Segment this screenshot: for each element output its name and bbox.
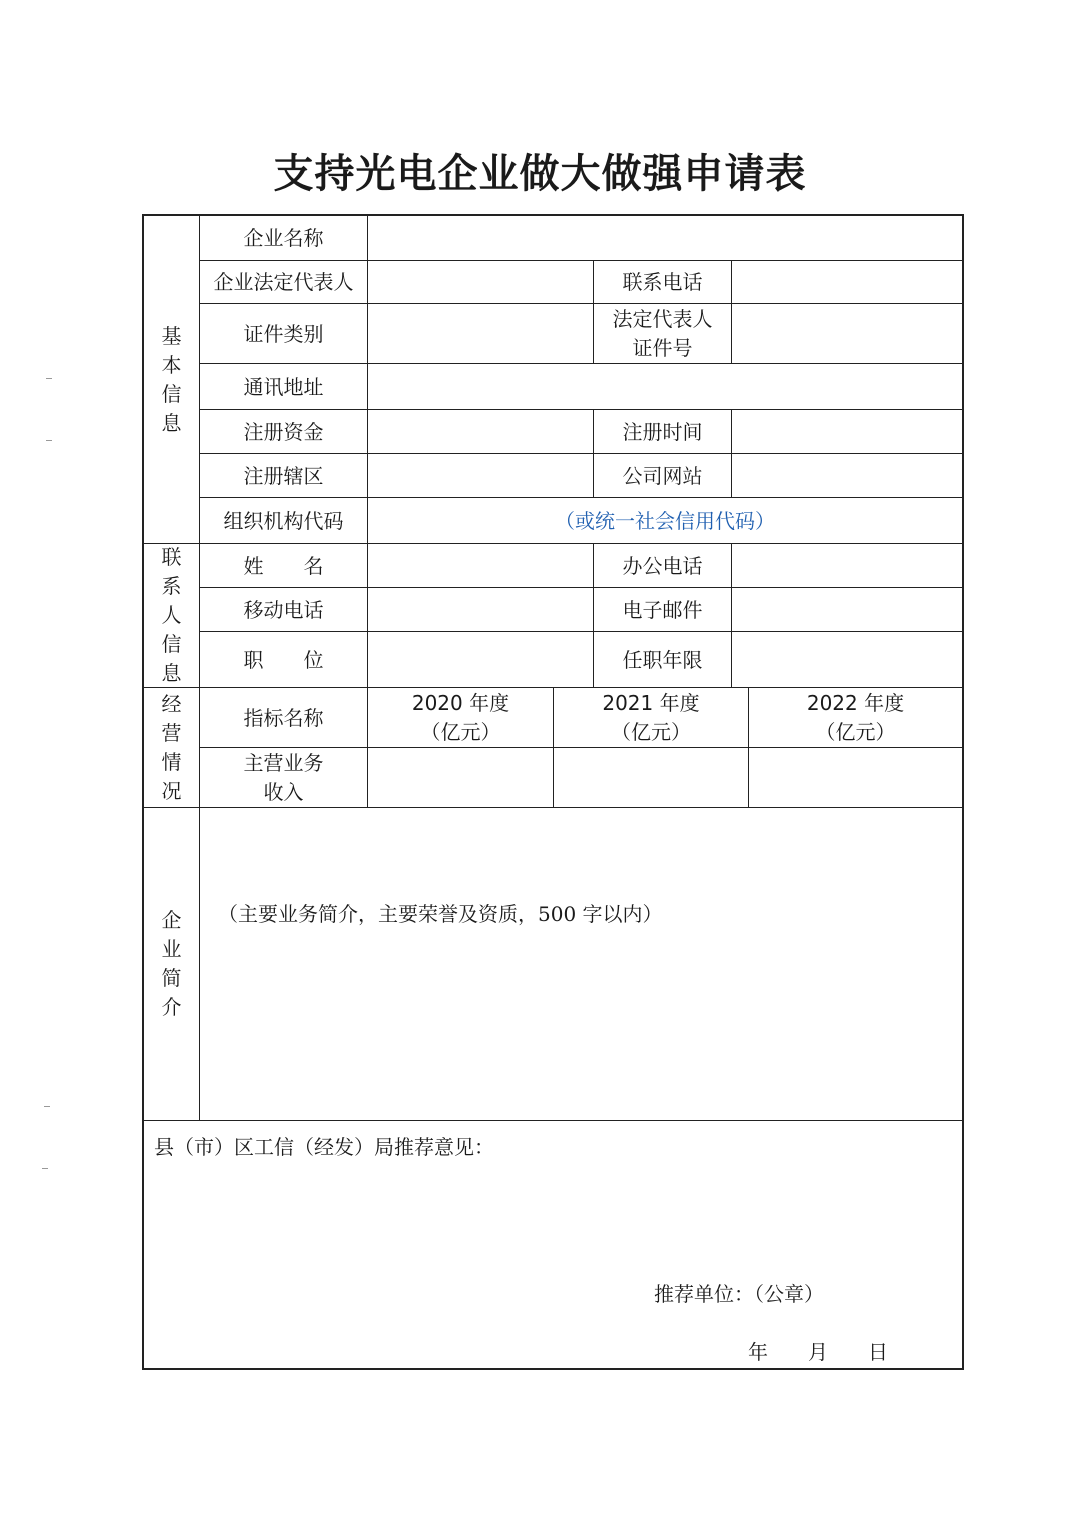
profile-field[interactable] [200,808,962,1121]
label-website: 公司网站 [594,454,732,498]
recommend-unit: 推荐单位：（公章） [654,1282,824,1306]
label-id-type: 证件类别 [200,304,368,364]
year-label: 2022 年度 [806,690,905,715]
section-profile-char: 业 [161,937,182,961]
year-label: 2020 年度 [411,690,510,715]
section-contact-char: 系 [161,574,182,598]
mobile-field[interactable] [368,588,594,632]
label-capital: 注册资金 [200,410,368,454]
address-field[interactable] [368,364,962,410]
header-year-2020 [368,688,554,748]
profile-hint: （主要业务简介，主要荣誉及资质，500 字以内） [218,902,663,926]
date-month: 月 [808,1340,828,1364]
application-form [142,214,964,1370]
section-contact-char: 息 [161,661,182,685]
section-operation-char: 营 [161,720,182,745]
org-code-field[interactable]: （或统一社会信用代码） [368,498,962,544]
rep-id-field[interactable] [732,304,962,364]
section-basic-char: 息 [161,410,182,435]
contact-name-field[interactable] [368,544,594,588]
revenue-2022-field[interactable] [749,748,962,808]
section-contact-info [144,544,200,688]
label-email: 电子邮件 [594,588,732,632]
section-contact-char: 联 [161,545,182,569]
page-title: 支持光电企业做大做强申请表 [273,150,807,197]
margin-mark [46,378,52,379]
section-contact-char: 人 [161,603,182,627]
section-basic-char: 本 [161,352,182,377]
label-rep-id-line1: 法定代表人 [612,306,713,331]
label-position: 职 位 [200,632,368,688]
label-revenue [200,748,368,808]
section-profile-char: 介 [161,995,182,1019]
label-address: 通讯地址 [200,364,368,410]
label-company-name: 企业名称 [200,216,368,261]
section-profile [144,808,200,1121]
section-basic-info [144,216,200,544]
section-profile-char: 企 [161,908,182,932]
position-field[interactable] [368,632,594,688]
year-label: 2021 年度 [602,690,700,715]
section-operation-char: 经 [161,691,182,716]
office-phone-field[interactable] [732,544,962,588]
section-basic-char: 信 [161,381,182,406]
label-reg-time: 注册时间 [594,410,732,454]
website-field[interactable] [732,454,962,498]
company-name-field[interactable] [368,216,962,261]
date-year: 年 [748,1340,768,1364]
unit-label: （亿元） [815,719,896,744]
unit-label: （亿元） [611,719,691,744]
label-legal-rep: 企业法定代表人 [200,261,368,304]
reg-time-field[interactable] [732,410,962,454]
label-phone: 联系电话 [594,261,732,304]
label-office-phone: 办公电话 [594,544,732,588]
revenue-2021-field[interactable] [554,748,749,808]
tenure-field[interactable] [732,632,962,688]
date-day: 日 [868,1340,888,1364]
margin-mark [44,1106,50,1107]
label-indicator: 指标名称 [200,688,368,748]
label-revenue-line1: 主营业务 [243,750,324,775]
legal-rep-field[interactable] [368,261,594,304]
recommend-label: 县（市）区工信（经发）局推荐意见： [154,1135,494,1159]
label-rep-id [594,304,732,364]
section-profile-char: 简 [161,966,182,990]
header-year-2021 [554,688,749,748]
margin-mark [46,440,52,441]
label-district: 注册辖区 [200,454,368,498]
section-operation [144,688,200,808]
label-org-code: 组织机构代码 [200,498,368,544]
label-mobile: 移动电话 [200,588,368,632]
label-rep-id-line2: 证件号 [632,335,693,360]
section-operation-char: 况 [161,778,182,803]
id-type-field[interactable] [368,304,594,364]
section-basic-char: 基 [161,323,182,348]
label-tenure: 任职年限 [594,632,732,688]
email-field[interactable] [732,588,962,632]
section-contact-char: 信 [161,632,182,656]
section-operation-char: 情 [161,749,182,774]
unit-label: （亿元） [420,719,501,744]
label-revenue-line2: 收入 [263,779,304,804]
phone-field[interactable] [732,261,962,304]
capital-field[interactable] [368,410,594,454]
margin-mark [42,1168,48,1169]
district-field[interactable] [368,454,594,498]
label-contact-name: 姓 名 [200,544,368,588]
revenue-2020-field[interactable] [368,748,554,808]
header-year-2022 [749,688,962,748]
